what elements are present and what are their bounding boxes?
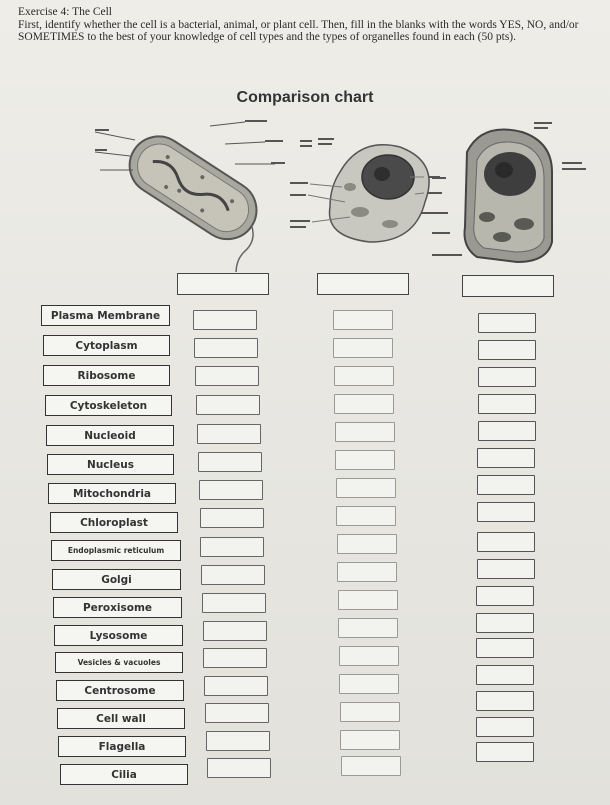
organelle-label: Cytoskeleton — [45, 395, 172, 416]
exercise-header — [18, 6, 598, 44]
answer-blank-animal[interactable] — [340, 730, 400, 750]
answer-blank-bacterial[interactable] — [203, 648, 267, 668]
answer-blank-plant[interactable] — [476, 691, 534, 711]
answer-blank-animal[interactable] — [336, 478, 396, 498]
answer-blank-animal[interactable] — [334, 394, 394, 414]
answer-blank-bacterial[interactable] — [200, 537, 264, 557]
exercise-title: Exercise 4: The Cell — [18, 6, 112, 18]
answer-blank-animal[interactable] — [333, 310, 393, 330]
organelle-label: Endoplasmic reticulum — [51, 540, 181, 561]
answer-blank-animal[interactable] — [334, 366, 394, 386]
answer-blank-animal[interactable] — [339, 674, 399, 694]
cell-type-answer-box-bacterial[interactable] — [177, 273, 269, 295]
comparison-chart-title: Comparison chart — [236, 89, 374, 106]
bacterial-cell-illustration — [95, 112, 285, 272]
exercise-instructions: First, identify whether the cell is a bacterial, animal, or plant cell. Then, fill in the blanks with the words YES, NO, and/or SOMETIMES to the best of your knowledge of cell types and the types of organelles found in each (50 pts). — [18, 18, 579, 43]
answer-blank-bacterial[interactable] — [196, 395, 260, 415]
answer-blank-bacterial[interactable] — [193, 310, 257, 330]
answer-blank-bacterial[interactable] — [203, 621, 267, 641]
answer-blank-animal[interactable] — [338, 618, 398, 638]
answer-blank-bacterial[interactable] — [202, 593, 266, 613]
answer-blank-bacterial[interactable] — [197, 424, 261, 444]
organelle-label: Nucleoid — [46, 425, 174, 446]
answer-blank-plant[interactable] — [478, 421, 536, 441]
organelle-label: Lysosome — [54, 625, 183, 646]
organelle-label: Flagella — [58, 736, 186, 757]
answer-blank-bacterial[interactable] — [207, 758, 271, 778]
answer-blank-animal[interactable] — [337, 562, 397, 582]
answer-blank-plant[interactable] — [478, 367, 536, 387]
organelle-label: Chloroplast — [50, 512, 178, 533]
answer-blank-plant[interactable] — [477, 475, 535, 495]
answer-blank-plant[interactable] — [476, 665, 534, 685]
answer-blank-animal[interactable] — [341, 756, 401, 776]
answer-blank-animal[interactable] — [336, 506, 396, 526]
answer-blank-animal[interactable] — [333, 338, 393, 358]
organelle-label: Plasma Membrane — [41, 305, 170, 326]
answer-blank-animal[interactable] — [337, 534, 397, 554]
organelle-label: Nucleus — [47, 454, 174, 475]
answer-blank-bacterial[interactable] — [201, 565, 265, 585]
answer-blank-animal[interactable] — [335, 422, 395, 442]
organelle-label: Cell wall — [57, 708, 185, 729]
organelle-label: Golgi — [52, 569, 181, 590]
answer-blank-plant[interactable] — [476, 638, 534, 658]
answer-blank-plant[interactable] — [476, 613, 534, 633]
answer-blank-plant[interactable] — [478, 313, 536, 333]
answer-blank-plant[interactable] — [477, 448, 535, 468]
organelle-label: Cilia — [60, 764, 188, 785]
answer-blank-plant[interactable] — [476, 586, 534, 606]
plant-cell-illustration — [432, 112, 592, 272]
answer-blank-bacterial[interactable] — [198, 452, 262, 472]
organelle-label: Centrosome — [56, 680, 184, 701]
answer-blank-bacterial[interactable] — [205, 703, 269, 723]
answer-blank-plant[interactable] — [478, 340, 536, 360]
answer-blank-plant[interactable] — [476, 717, 534, 737]
answer-blank-bacterial[interactable] — [200, 508, 264, 528]
answer-blank-bacterial[interactable] — [206, 731, 270, 751]
cell-type-answer-box-animal[interactable] — [317, 273, 409, 295]
answer-blank-plant[interactable] — [477, 532, 535, 552]
answer-blank-plant[interactable] — [477, 502, 535, 522]
answer-blank-plant[interactable] — [478, 394, 536, 414]
organelle-label: Cytoplasm — [43, 335, 170, 356]
answer-blank-animal[interactable] — [339, 646, 399, 666]
answer-blank-animal[interactable] — [340, 702, 400, 722]
organelle-label: Peroxisome — [53, 597, 182, 618]
organelle-label: Mitochondria — [48, 483, 176, 504]
animal-cell-illustration — [290, 132, 450, 252]
answer-blank-bacterial[interactable] — [204, 676, 268, 696]
answer-blank-plant[interactable] — [477, 559, 535, 579]
answer-blank-bacterial[interactable] — [199, 480, 263, 500]
cell-type-answer-box-plant[interactable] — [462, 275, 554, 297]
answer-blank-bacterial[interactable] — [194, 338, 258, 358]
answer-blank-bacterial[interactable] — [195, 366, 259, 386]
organelle-label: Vesicles & vacuoles — [55, 652, 183, 673]
answer-blank-animal[interactable] — [335, 450, 395, 470]
answer-blank-animal[interactable] — [338, 590, 398, 610]
organelle-label: Ribosome — [43, 365, 170, 386]
answer-blank-plant[interactable] — [476, 742, 534, 762]
